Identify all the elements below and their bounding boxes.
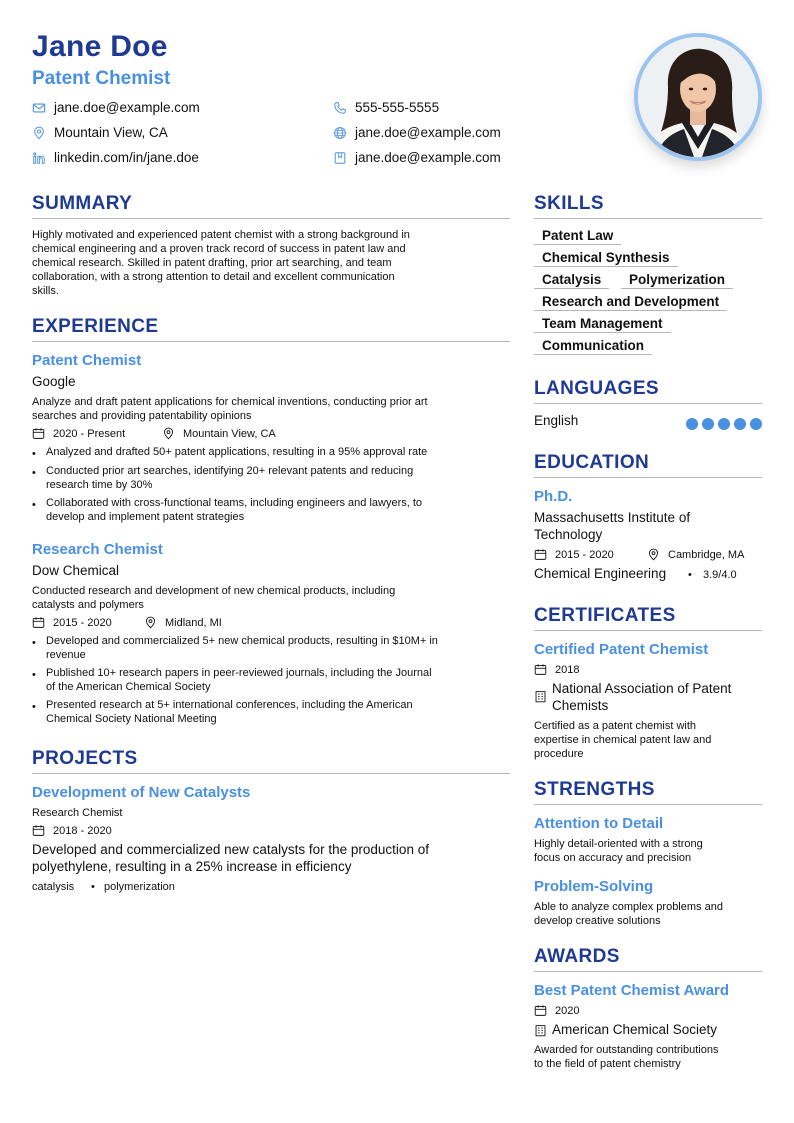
email-icon [32,101,46,115]
location-icon [647,548,660,561]
certificate-year [534,663,579,676]
bullet-text: Chemical Society National Meeting [46,713,217,725]
contact-email[interactable] [32,100,200,115]
project-dates-text: 2018 - 2020 [53,824,112,837]
job-location-text: Midland, MI [165,616,222,629]
certificates-heading: CERTIFICATES [534,605,676,626]
contact-website[interactable] [333,125,501,140]
phone-icon [333,101,347,115]
education-school: Technology [534,527,603,542]
certificate-issuer: National Association of Patent [552,681,732,696]
strengths-divider [534,804,762,805]
job-bullet [32,445,427,459]
certificate-description: expertise in chemical patent law and [534,734,712,746]
skill-tag: Catalysis [534,272,609,289]
summary-heading: SUMMARY [32,193,133,214]
certificate-description: Certified as a patent chemist with [534,720,697,732]
bullet-text: revenue [46,649,86,661]
job-bullet [32,464,413,492]
summary-divider [32,218,510,219]
profile-photo [634,33,762,161]
project-tag: catalysis [32,881,75,893]
gpa-separator: • [688,569,692,581]
education-location [647,548,744,561]
education-heading: EDUCATION [534,452,650,473]
job-title: Research Chemist [32,541,163,558]
bullet-text: Published 10+ research papers in peer-reviewed journals, including the Journal [46,667,432,679]
strength-description: Highly detail-oriented with a strong [534,838,703,850]
contact-phone[interactable] [333,100,439,115]
job-description: Conducted research and development of new chemical products, including [32,585,396,597]
contact-email-text: jane.doe@example.com [54,100,200,115]
award-year [534,1004,579,1017]
bullet-text: Analyzed and drafted 50+ patent applications, resulting in a 95% approval rate [46,446,428,458]
language-level-dot [750,418,762,430]
education-location-text: Cambridge, MA [668,548,745,561]
calendar-icon [534,663,547,676]
strength-description: Able to analyze complex problems and [534,901,723,913]
tag-separator: • [91,881,95,893]
location-icon [144,616,157,629]
awards-divider [534,971,762,972]
education-field: Chemical Engineering [534,566,667,581]
candidate-title: Patent Chemist [32,68,171,89]
contact-location [32,125,168,140]
bullet-text: Developed and commercialized 5+ new chemical products, resulting in $10M+ in [46,635,438,647]
summary-line: chemical research. Skilled in patent drafting, prior art searching, and team [32,257,392,269]
strength-description: develop creative solutions [534,915,661,927]
building-icon [534,1024,547,1037]
calendar-icon [534,1004,547,1017]
contact-other[interactable] [333,150,501,165]
contact-website-text: jane.doe@example.com [355,125,501,140]
globe-icon [333,126,347,140]
skills-heading: SKILLS [534,193,604,214]
job-description: Analyze and draft patent applications for chemical inventions, conducting prior art [32,396,428,408]
bullet-text: Collaborated with cross-functional teams, including engineers and lawyers, to [46,497,423,509]
project-description: polyethylene, resulting in a 25% increase in efficiency [32,859,352,874]
skills-divider [534,218,762,219]
languages-heading: LANGUAGES [534,378,659,399]
job-company: Google [32,374,76,389]
language-level-dot [718,418,730,430]
bullet-text: Presented research at 5+ international conferences, including the American [46,699,413,711]
strength-title: Attention to Detail [534,815,664,832]
skill-tag: Team Management [534,316,671,333]
job-title: Patent Chemist [32,352,142,369]
award-description: Awarded for outstanding contributions [534,1044,719,1056]
bullet-text: research time by 30% [46,479,153,491]
certificate-year-text: 2018 [555,663,580,676]
project-title: Development of New Catalysts [32,784,251,801]
calendar-icon [32,824,45,837]
job-dates [32,616,112,629]
strength-description: focus on accuracy and precision [534,852,692,864]
experience-heading: EXPERIENCE [32,316,159,337]
bullet-text: Conducted prior art searches, identifying 20+ relevant patents and reducing [46,465,414,477]
skill-tag: Research and Development [534,294,727,311]
skill-tag: Patent Law [534,228,621,245]
strengths-heading: STRENGTHS [534,779,655,800]
awards-heading: AWARDS [534,946,620,967]
project-role: Research Chemist [32,807,123,819]
projects-heading: PROJECTS [32,748,138,769]
job-location-text: Mountain View, CA [183,427,276,440]
experience-divider [32,341,510,342]
summary-line: chemical engineering and a proven track record of success in patent law and [32,243,406,255]
contact-linkedin[interactable] [32,150,199,165]
summary-line: skills. [32,285,59,297]
job-description: searches and providing patentability opinions [32,410,252,422]
calendar-icon [32,616,45,629]
calendar-icon [32,427,45,440]
language-name: English [534,413,579,428]
language-level-dot [734,418,746,430]
project-dates [32,824,112,837]
award-description: to the field of patent chemistry [534,1058,681,1070]
award-title: Best Patent Chemist Award [534,982,730,999]
award-issuer: American Chemical Society [552,1022,718,1037]
certificates-divider [534,630,762,631]
projects-divider [32,773,510,774]
linkedin-icon [32,151,46,165]
contact-phone-text: 555-555-5555 [355,100,440,115]
certificate-title: Certified Patent Chemist [534,641,709,658]
education-dates-text: 2015 - 2020 [555,548,614,561]
bookmark-icon [333,151,347,165]
project-tag: polymerization [104,881,175,893]
education-school: Massachusetts Institute of [534,510,691,525]
contact-location-text: Mountain View, CA [54,125,168,140]
project-description: Developed and commercialized new catalysts for the production of [32,842,429,857]
bullet-text: of the American Chemical Society [46,681,211,693]
summary-line: Highly motivated and experienced patent chemist with a strong background in [32,229,410,241]
strength-title: Problem-Solving [534,878,654,895]
language-level-dot [686,418,698,430]
education-degree: Ph.D. [534,488,573,505]
education-dates [534,548,614,561]
job-location [162,427,276,440]
job-dates [32,427,125,440]
location-icon [32,126,46,140]
job-company: Dow Chemical [32,563,120,578]
bullet-text: develop and implement patent strategies [46,511,245,523]
avatar-portrait [638,37,758,157]
candidate-name: Jane Doe [32,30,168,63]
skill-tag: Polymerization [621,272,733,289]
building-icon [534,690,547,703]
summary-line: collaboration, with a strong attention to detail and excellent communication [32,271,395,283]
job-dates-text: 2015 - 2020 [53,616,112,629]
skill-tag: Chemical Synthesis [534,250,678,267]
education-divider [534,477,762,478]
calendar-icon [534,548,547,561]
job-bullet [32,698,413,726]
job-bullet [32,634,438,662]
education-gpa: 3.9/4.0 [703,569,737,581]
job-bullet [32,496,422,524]
job-dates-text: 2020 - Present [53,427,126,440]
skill-tag: Communication [534,338,652,355]
certificate-issuer: Chemists [552,698,609,713]
language-level-dot [702,418,714,430]
award-year-text: 2020 [555,1004,580,1017]
certificate-description: procedure [534,748,584,760]
languages-divider [534,403,762,404]
job-bullet [32,666,432,694]
location-icon [162,427,175,440]
contact-linkedin-text: linkedin.com/in/jane.doe [54,150,199,165]
job-description: catalysts and polymers [32,599,144,611]
job-location [144,616,222,629]
contact-other-text: jane.doe@example.com [355,150,501,165]
